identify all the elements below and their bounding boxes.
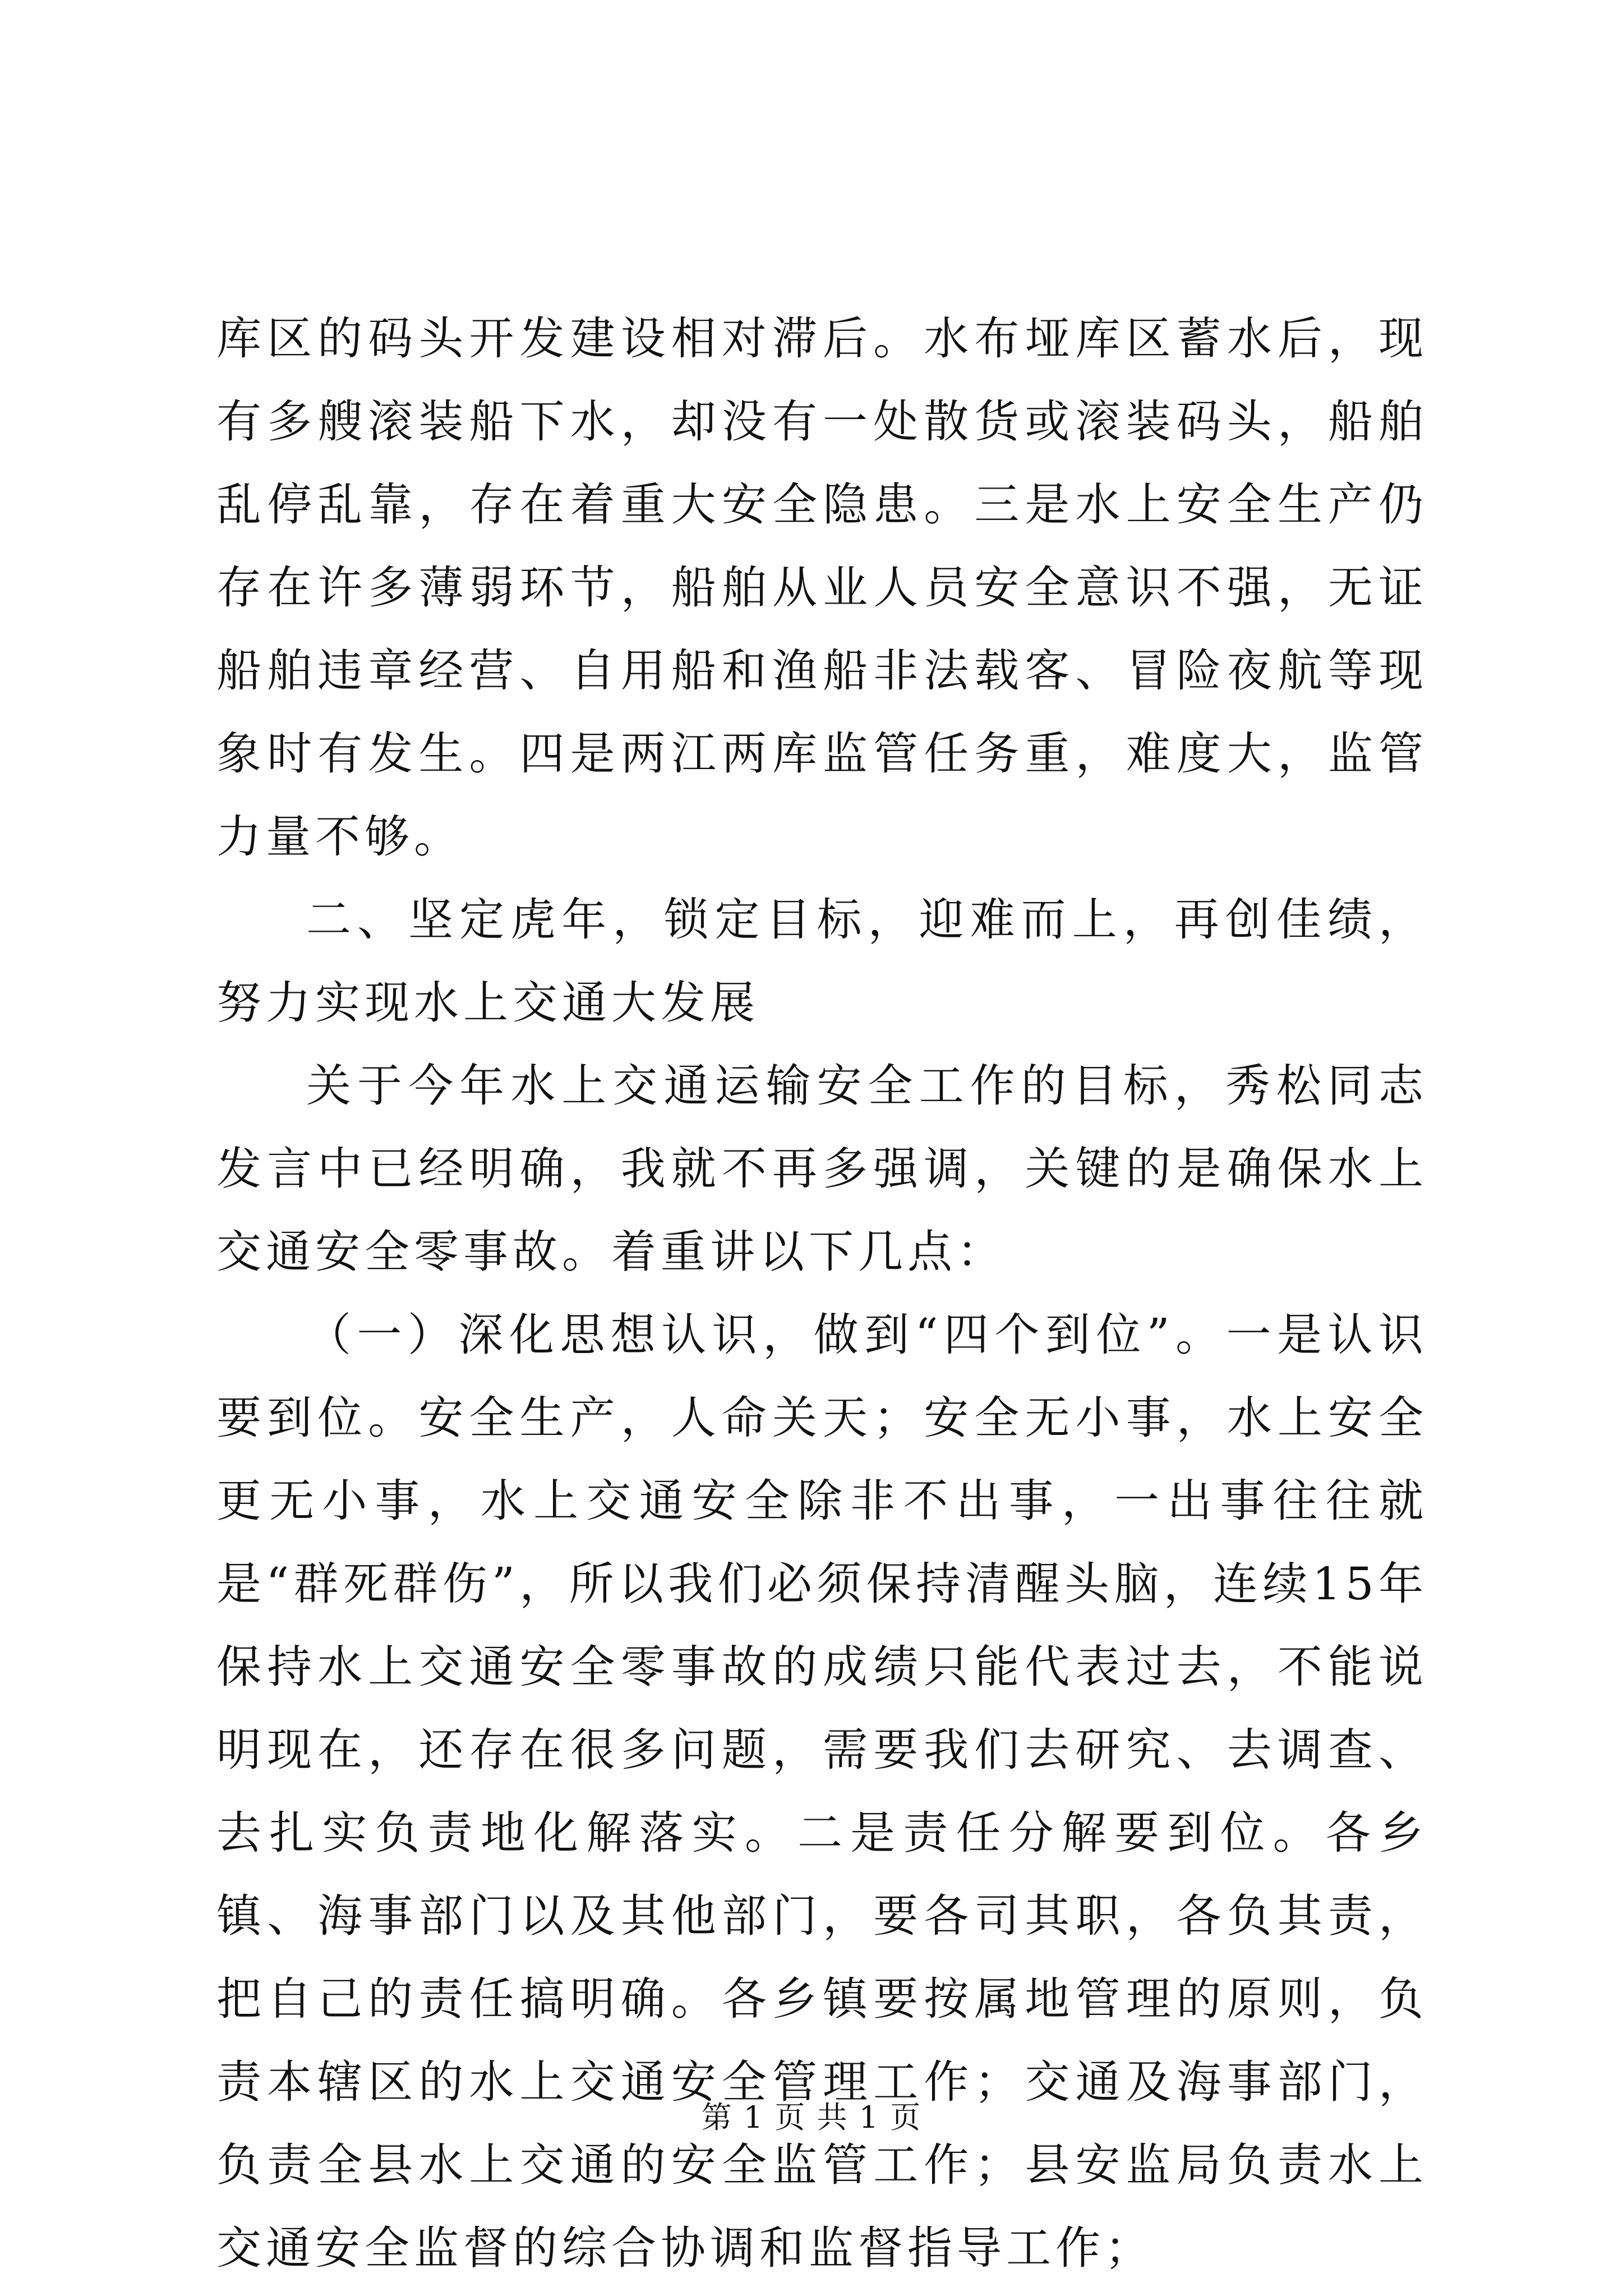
paragraph-goals: 关于今年水上交通运输安全工作的目标，秀松同志发言中已经明确，我就不再多强调，关键的是确保水上交通安全零事故。着重讲以下几点： — [216, 1060, 1428, 1278]
paragraph-point-1: （一）深化思想认识，做到“四个到位”。一是认识要到位。安全生产，人命关天；安全无小事，水上安全更无小事，水上交通安全除非不出事，一出事往往就是“群死群伤”，所以我们必须保持清醒头脑，连续15年保持水上交通安全零事故的成绩只能代表过去，不能说明现在，还存在很多问题，需要我们去研究、去调查、去扎实负责地化解落实。二是责任分解要到位。各乡镇、海事部门以及其他部门，要各司其职，各负其责，把自己的责任搞明确。各乡镇要按属地管理的原则，负责本辖区的水上交通安全管理工作；交通及海事部门，负责全县水上交通的安全监管工作；县安监局负责水上交通安全监督的综合协调和监督指导工作； — [216, 1309, 1428, 2274]
document-body — [216, 297, 1428, 2290]
paragraph-continuation: 库区的码头开发建设相对滞后。水布垭库区蓄水后，现有多艘滚装船下水，却没有一处散货或滚装码头，船舶乱停乱靠，存在着重大安全隐患。三是水上安全生产仍存在许多薄弱环节，船舶从业人员安全意识不强，无证船舶违章经营、自用船和渔船非法载客、冒险夜航等现象时有发生。四是两江两库监管任务重，难度大，监管力量不够。 — [216, 312, 1428, 863]
section-heading-2: 二、坚定虎年，锁定目标，迎难而上，再创佳绩，努力实现水上交通大发展 — [216, 894, 1428, 1029]
page-footer: 第 1 页 共 1 页 — [701, 2100, 922, 2135]
